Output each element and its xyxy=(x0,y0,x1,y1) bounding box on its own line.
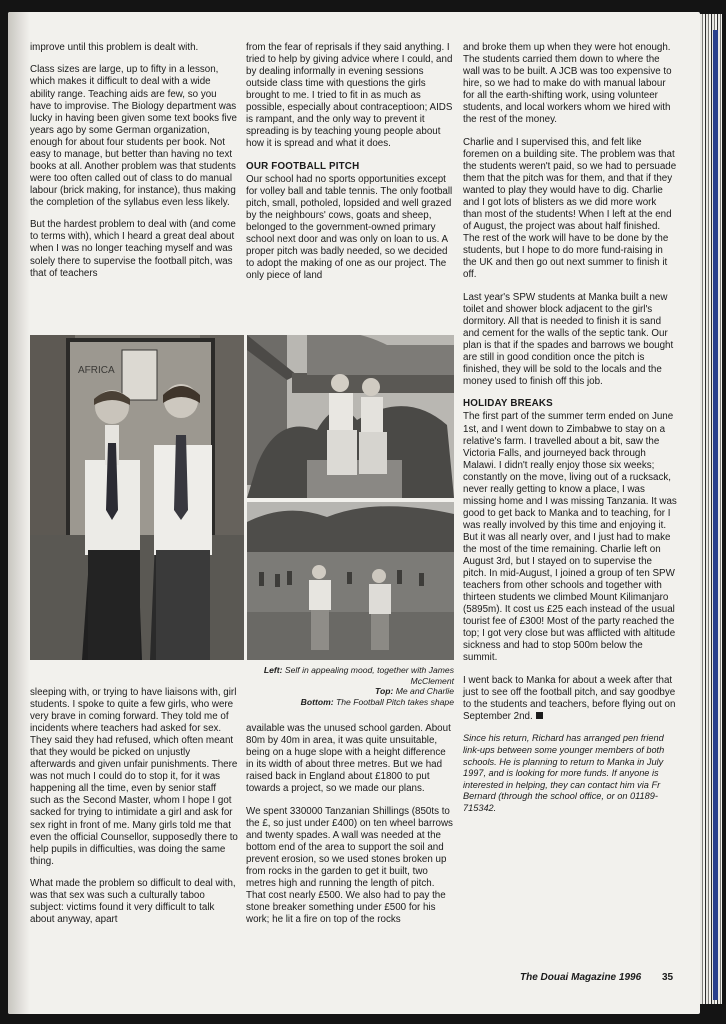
caption-text: Self in appealing mood, together with James McClement xyxy=(284,665,454,686)
column-1-bottom xyxy=(30,687,238,937)
page-number: 35 xyxy=(662,972,674,983)
paragraph: Class sizes are large, up to fifty in a lesson, which makes it difficult to deal with a wide ability range. Teaching aids are few, so you have to improvise. The Biology department was lucky in having been given some text books five years ago by some German organization, enough for about four students per book. Not easy to manage, but better than having no text books at all. Another problem was that students were too often called out of class to do manual labour (brick making, for instance), thus making the completion of the syllabus even less likely. xyxy=(30,64,237,208)
page-edge-tab xyxy=(713,30,718,1000)
column-2-top xyxy=(246,42,454,293)
photo-top xyxy=(247,335,454,498)
caption-text: The Football Pitch takes shape xyxy=(336,696,454,707)
paragraph: What made the problem so difficult to deal with, was that sex was such a culturally taboo subject: victims found it very difficult to talk about anyway, apart xyxy=(30,878,236,926)
paragraph: sleeping with, or trying to have liaisons with, girl students. I spoke to quite a few girls, who were very brave in coming forward. They told me of incidents where teachers had asked for sex. They said they had refused, which often meant that they would be picked on unjustly afterwards and given unfair punishments. There was not much I could do to stop it, for it was happening all the time, even by senior staff such as the Second Master, whom I hope I got sacked for trying to intimidate a girl and ask for sex right in front of me. Many girls told me that even the official Counsellor, supposedly there to help pupils in difficulties, was doing the same thing. xyxy=(30,687,238,867)
photo-left-image xyxy=(30,335,244,660)
page-edges xyxy=(700,14,722,1004)
paragraph: The first part of the summer term ended on June 1st, and I went down to Zimbabwe to stay on a relative's farm. I travelled about a bit, saw the Victoria Falls, and journeyed back through Malawi. I didn't really enjoy those six weeks; constantly on the move, living out of a rucksack, never really getting to know a place, I was missing home and I was missing Tanzania. It was good to get back to Manka and to teaching, for I was really involved by this time and enjoying it. But it was all nearly over, and I just had to make the most of the time remaining. Charlie left on August 3rd, but I stayed on to supervise the pitch. In mid-August, I joined a group of ten SPW teachers from other schools and together with thirteen students we climbed Mount Kilimanjaro (5895m). It cost us £25 each instead of the usual tourist fee of £300! Most of the party reached the top; I got very close but was afflicted with altitude sickness and had to stop 500m below the summit. xyxy=(463,411,677,664)
paragraph: and broke them up when they were hot enough. The students carried them down to where the wall was to be built. A JCB was too expensive to hire, so we had to make do with manual labour for all the earth-shifting work, using volunteer students, and local workers whom we hired with the rest of the money. xyxy=(463,42,672,126)
section-heading: HOLIDAY BREAKS xyxy=(463,398,553,410)
paragraph: Charlie and I supervised this, and felt like foremen on a building site. The problem was that the students weren't paid, so we had to persuade them that the pitch was for them, and that if they wanted to play they would have to dig. Charlie and I got lots of blisters as we did more work than most of the students! When I left at the end of August, the project was about half finished. The rest of the work will have to be done by the students, but I hope to do more fund-raising in the UK and then go out next summer to finish it off. xyxy=(463,136,677,281)
end-mark-icon xyxy=(536,712,543,719)
photo-bottom-image xyxy=(247,502,454,660)
paragraph: Last year's SPW students at Manka built a new toilet and shower block adjacent to the girl's dormitory. All that is needed to finish it is sand and cement for the walls of the septic tank. Our plan is that if the spades and barrows we bought are still in good condition once the pitch is finished, they will be sold to the locals and the money used to finish off this job. xyxy=(463,291,674,387)
page-gutter xyxy=(8,12,30,1014)
magazine-title: The Douai Magazine 1996 xyxy=(520,972,642,983)
caption-label: Top: xyxy=(375,686,394,697)
caption-top xyxy=(254,686,454,697)
section-heading: OUR FOOTBALL PITCH xyxy=(246,160,360,172)
column-1-top xyxy=(30,42,238,290)
caption-text: Me and Charlie xyxy=(395,686,454,697)
paragraph: But the hardest problem to deal with (and come to terms with), which I heard a great deal about when I was no longer teaching myself and was solely there to supervise the football pitch, was that of teachers xyxy=(30,219,236,279)
photo-caption xyxy=(254,665,454,707)
paragraph: from the fear of reprisals if they said anything. I tried to help by giving advice where I could, and by dealing informally in evening sessions outside class time with questions the girls brought to me. I tried to fit in as much as possible, especially about contraceptioon; AIDS is rampant, and the only way to prevent it spreading is by teaching young people about how it is spread and what it does. xyxy=(246,42,453,150)
paragraph: available was the unused school garden. About 80m by 40m in area, it was quite unsuitable, being on a huge slope with a height difference in its width of about three metres. But we had raised back in England about £1800 to put towards a project, so we made our plans. xyxy=(246,723,451,795)
caption-left xyxy=(254,665,454,686)
photo-left xyxy=(30,335,244,660)
column-3 xyxy=(463,42,677,825)
paragraph: Our school had no sports opportunities except for volley ball and table tennis. The only football pitch, small, potholed, lopsided and well grazed by the neighbours' cows, goats and sheep, belonged to the government-owned primary school next door and was only on loan to us. A proper pitch was badly needed, so we decided to adopt the making of one as our project. The only piece of land xyxy=(246,173,453,282)
paragraph: We spent 330000 Tanzanian Shillings (850ts to the £, so just under £400) on ten wheel barrows and twenty spades. A wall was needed at the bottom end of the area to support the soil and prevent erosion, so we used stones broken up from rocks in the garden to get it built, two metres high and running the length of pitch. That cost nearly £500. We also had to pay the stone breaker something under £500 for his work; he lit a fire on top of the rocks xyxy=(246,805,453,926)
photo-bottom xyxy=(247,502,454,660)
caption-label: Bottom: xyxy=(300,696,334,707)
paragraph xyxy=(463,675,677,723)
caption-label: Left: xyxy=(263,665,283,675)
board-text: AFRICA xyxy=(78,365,115,376)
paragraph: improve until this problem is dealt with. xyxy=(30,42,199,53)
column-2-bottom xyxy=(246,723,454,937)
paragraph-text: I went back to Manka for about a week after that just to see off the football pitch, and say goodbye to the students and teachers, before flying out on September 2nd. xyxy=(463,674,676,722)
caption-bottom xyxy=(254,697,454,708)
author-note: Since his return, Richard has arranged pen friend link-ups between some younger members of both schools. He is planning to return to Manka in July 1997, and is looking for more funds. If anyone is interested in helping, they can contact him via Fr Bernard (through the school office, or on 01189-715342. xyxy=(463,733,665,813)
photo-top-image xyxy=(247,335,454,498)
